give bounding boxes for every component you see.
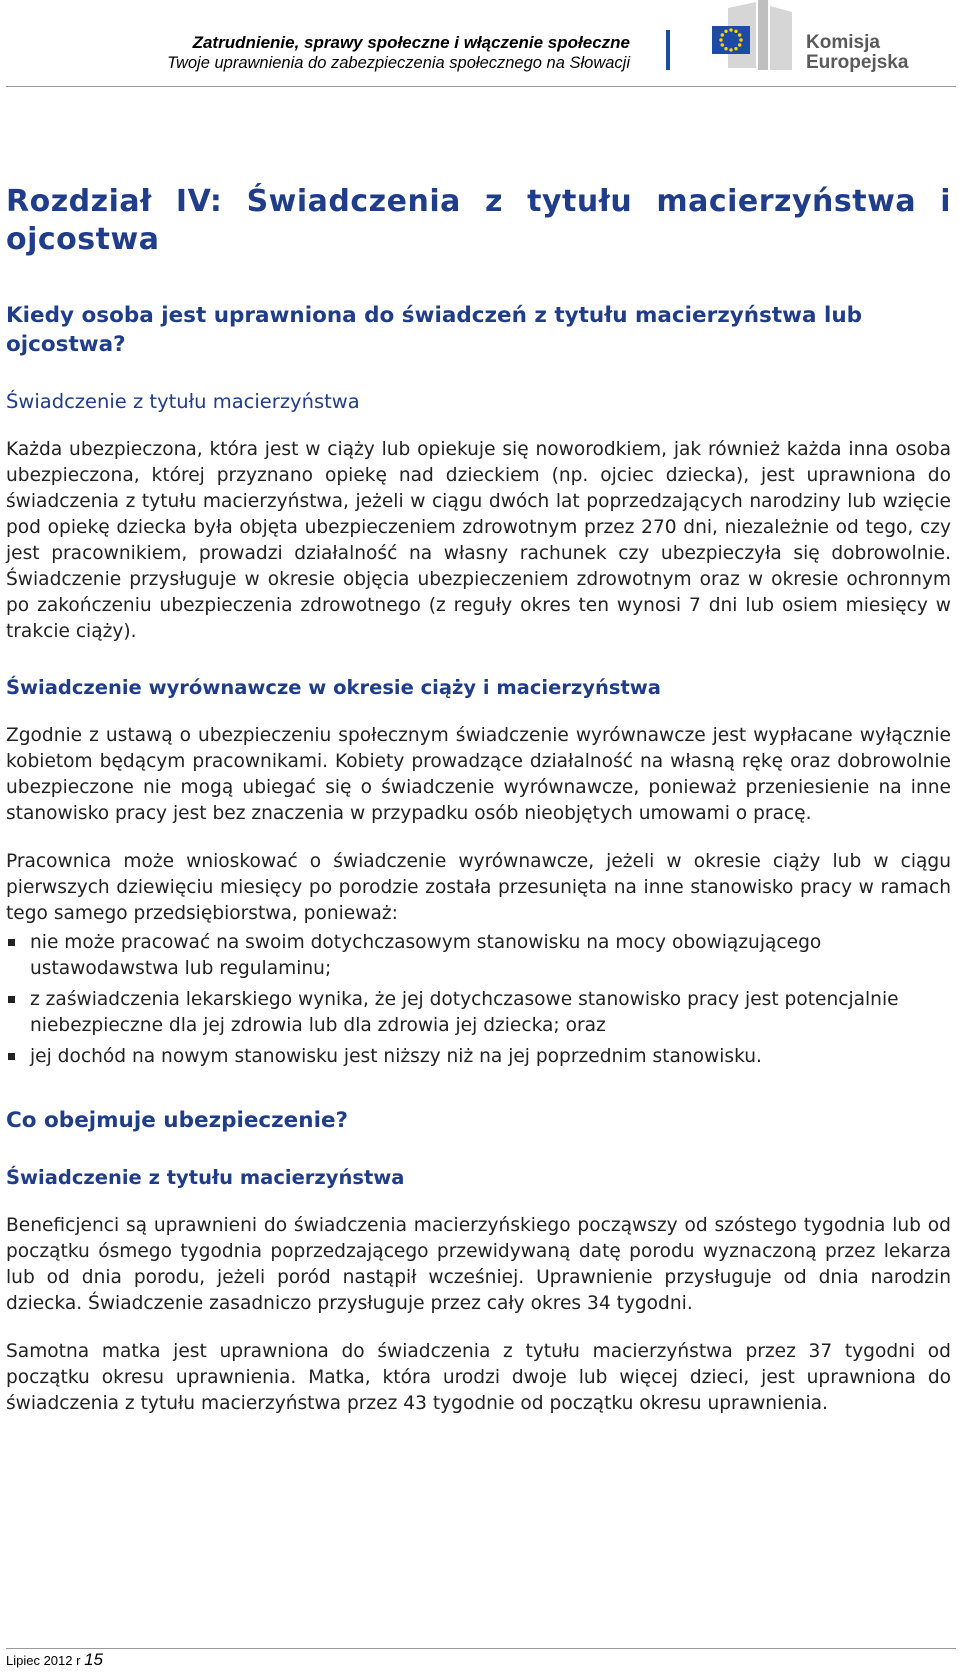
header-title: Zatrudnienie, sprawy społeczne i włączenie społeczne [192,33,630,52]
footer-rule [6,1648,956,1649]
page-header [0,0,960,90]
square-bullet-icon [8,1053,15,1060]
list-item [6,930,951,982]
subheading-maternity-benefit-coverage: Świadczenie z tytułu macierzyństwa [6,1166,405,1189]
paragraph-coverage-1: Beneficjenci są uprawnieni do świadczenia macierzyńskiego począwszy od szóstego tygodnia lub od początku ósmego tygodnia poprzedzającego przewidywaną datę porodu wyznaczoną przez lekarza lub od dnia porodu, jeżeli poród nastąpił wcześniej. Uprawnienie przysługuje od dnia narodzin dziecka. Świadczenie zasadniczo przysługuje przez cały okres 34 tygodni. [6,1215,951,1314]
page-number: 15 [84,1650,103,1669]
list-item-text: z zaświadczenia lekarskiego wynika, że jej dotychczasowe stanowisko pracy jest potencjalnie niebezpieczne dla jej zdrowia lub dla zdrowia jej dziecka; oraz [30,989,899,1036]
page-footer [6,1651,103,1670]
chapter-title: Rozdział IV: Świadczenia z tytułu macierzyństwa i ojcostwa [6,184,951,257]
header-text [167,32,630,74]
section-heading-coverage: Co obejmuje ubezpieczenie? [6,1108,348,1133]
paragraph-maternity-eligibility: Każda ubezpieczona, która jest w ciąży lub opiekuje się noworodkiem, jak również każda inna osoba ubezpieczona, której przyznano opiekę nad dzieckiem (np. ojciec dziecka), jest uprawniona do świadczenia z tytułu macierzyństwa, jeżeli w ciągu dwóch lat poprzedzających narodziny lub wzięcie pod opiekę dziecka była objęta ubezpieczeniem zdrowotnym przez 270 dni, niezależnie od tego, czy jest pracownikiem, prowadzi działalność na własny rachunek czy ubezpieczyła się dobrowolnie. Świadczenie przysługuje w okresie objęcia ubezpieczeniem zdrowotnym oraz w okresie ochronnym po zakończeniu ubezpieczenia zdrowotnego (z reguły okres ten wynosi 7 dni lub osiem miesięcy w trakcie ciąży). [6,439,951,642]
paragraph-compensatory-1: Zgodnie z ustawą o ubezpieczeniu społecznym świadczenie wyrównawcze jest wypłacane wyłącznie kobietom będącym pracownikami. Kobiety prowadzące działalność na własną rękę oraz dobrowolnie ubezpieczone nie mogą ubiegać się o świadczenie wyrównawcze, ponieważ przeniesienie na inne stanowisko pracy jest bez znaczenia w przypadku osób nieobjętych umowami o pracę. [6,725,951,824]
footer-date: Lipiec 2012 r [6,1653,81,1668]
section-heading-eligibility: Kiedy osoba jest uprawniona do świadczeń z tytułu macierzyństwa lub ojcostwa? [6,303,863,357]
bullet-list [6,930,951,1070]
svg-text:Komisja: Komisja [806,32,880,53]
paragraph-coverage-2: Samotna matka jest uprawniona do świadczenia z tytułu macierzyństwa przez 37 tygodni od początku okresu uprawnienia. Matka, która urodzi dwoje lub więcej dzieci, jest uprawniona do świadczenia z tytułu macierzyństwa przez 43 tygodnie od początku okresu uprawnienia. [6,1341,951,1414]
svg-text:Europejska: Europejska [806,52,909,73]
square-bullet-icon [8,939,15,946]
paragraph-compensatory-2: Pracownica może wnioskować o świadczenie wyrównawcze, jeżeli w okresie ciąży lub w ciągu pierwszych dziewięciu miesięcy po porodzie została przesunięta na inne stanowisko pracy w ramach tego samego przedsiębiorstwa, ponieważ: [6,851,951,924]
european-commission-logo [708,0,958,80]
list-item-text: jej dochód na nowym stanowisku jest niższy niż na jej poprzednim stanowisku. [30,1046,762,1067]
subheading-maternity-benefit: Świadczenie z tytułu macierzyństwa [6,390,360,413]
document-body [6,183,951,1417]
subheading-compensatory-benefit: Świadczenie wyrównawcze w okresie ciąży i macierzyństwa [6,676,661,699]
header-subtitle: Twoje uprawnienia do zabezpieczenia społecznego na Słowacji [167,54,630,72]
header-separator [666,30,670,70]
list-item [6,987,951,1039]
square-bullet-icon [8,996,15,1003]
header-rule [6,86,956,87]
list-item-text: nie może pracować na swoim dotychczasowym stanowisku na mocy obowiązującego ustawodawstwa lub regulaminu; [30,932,822,979]
list-item [6,1044,951,1070]
